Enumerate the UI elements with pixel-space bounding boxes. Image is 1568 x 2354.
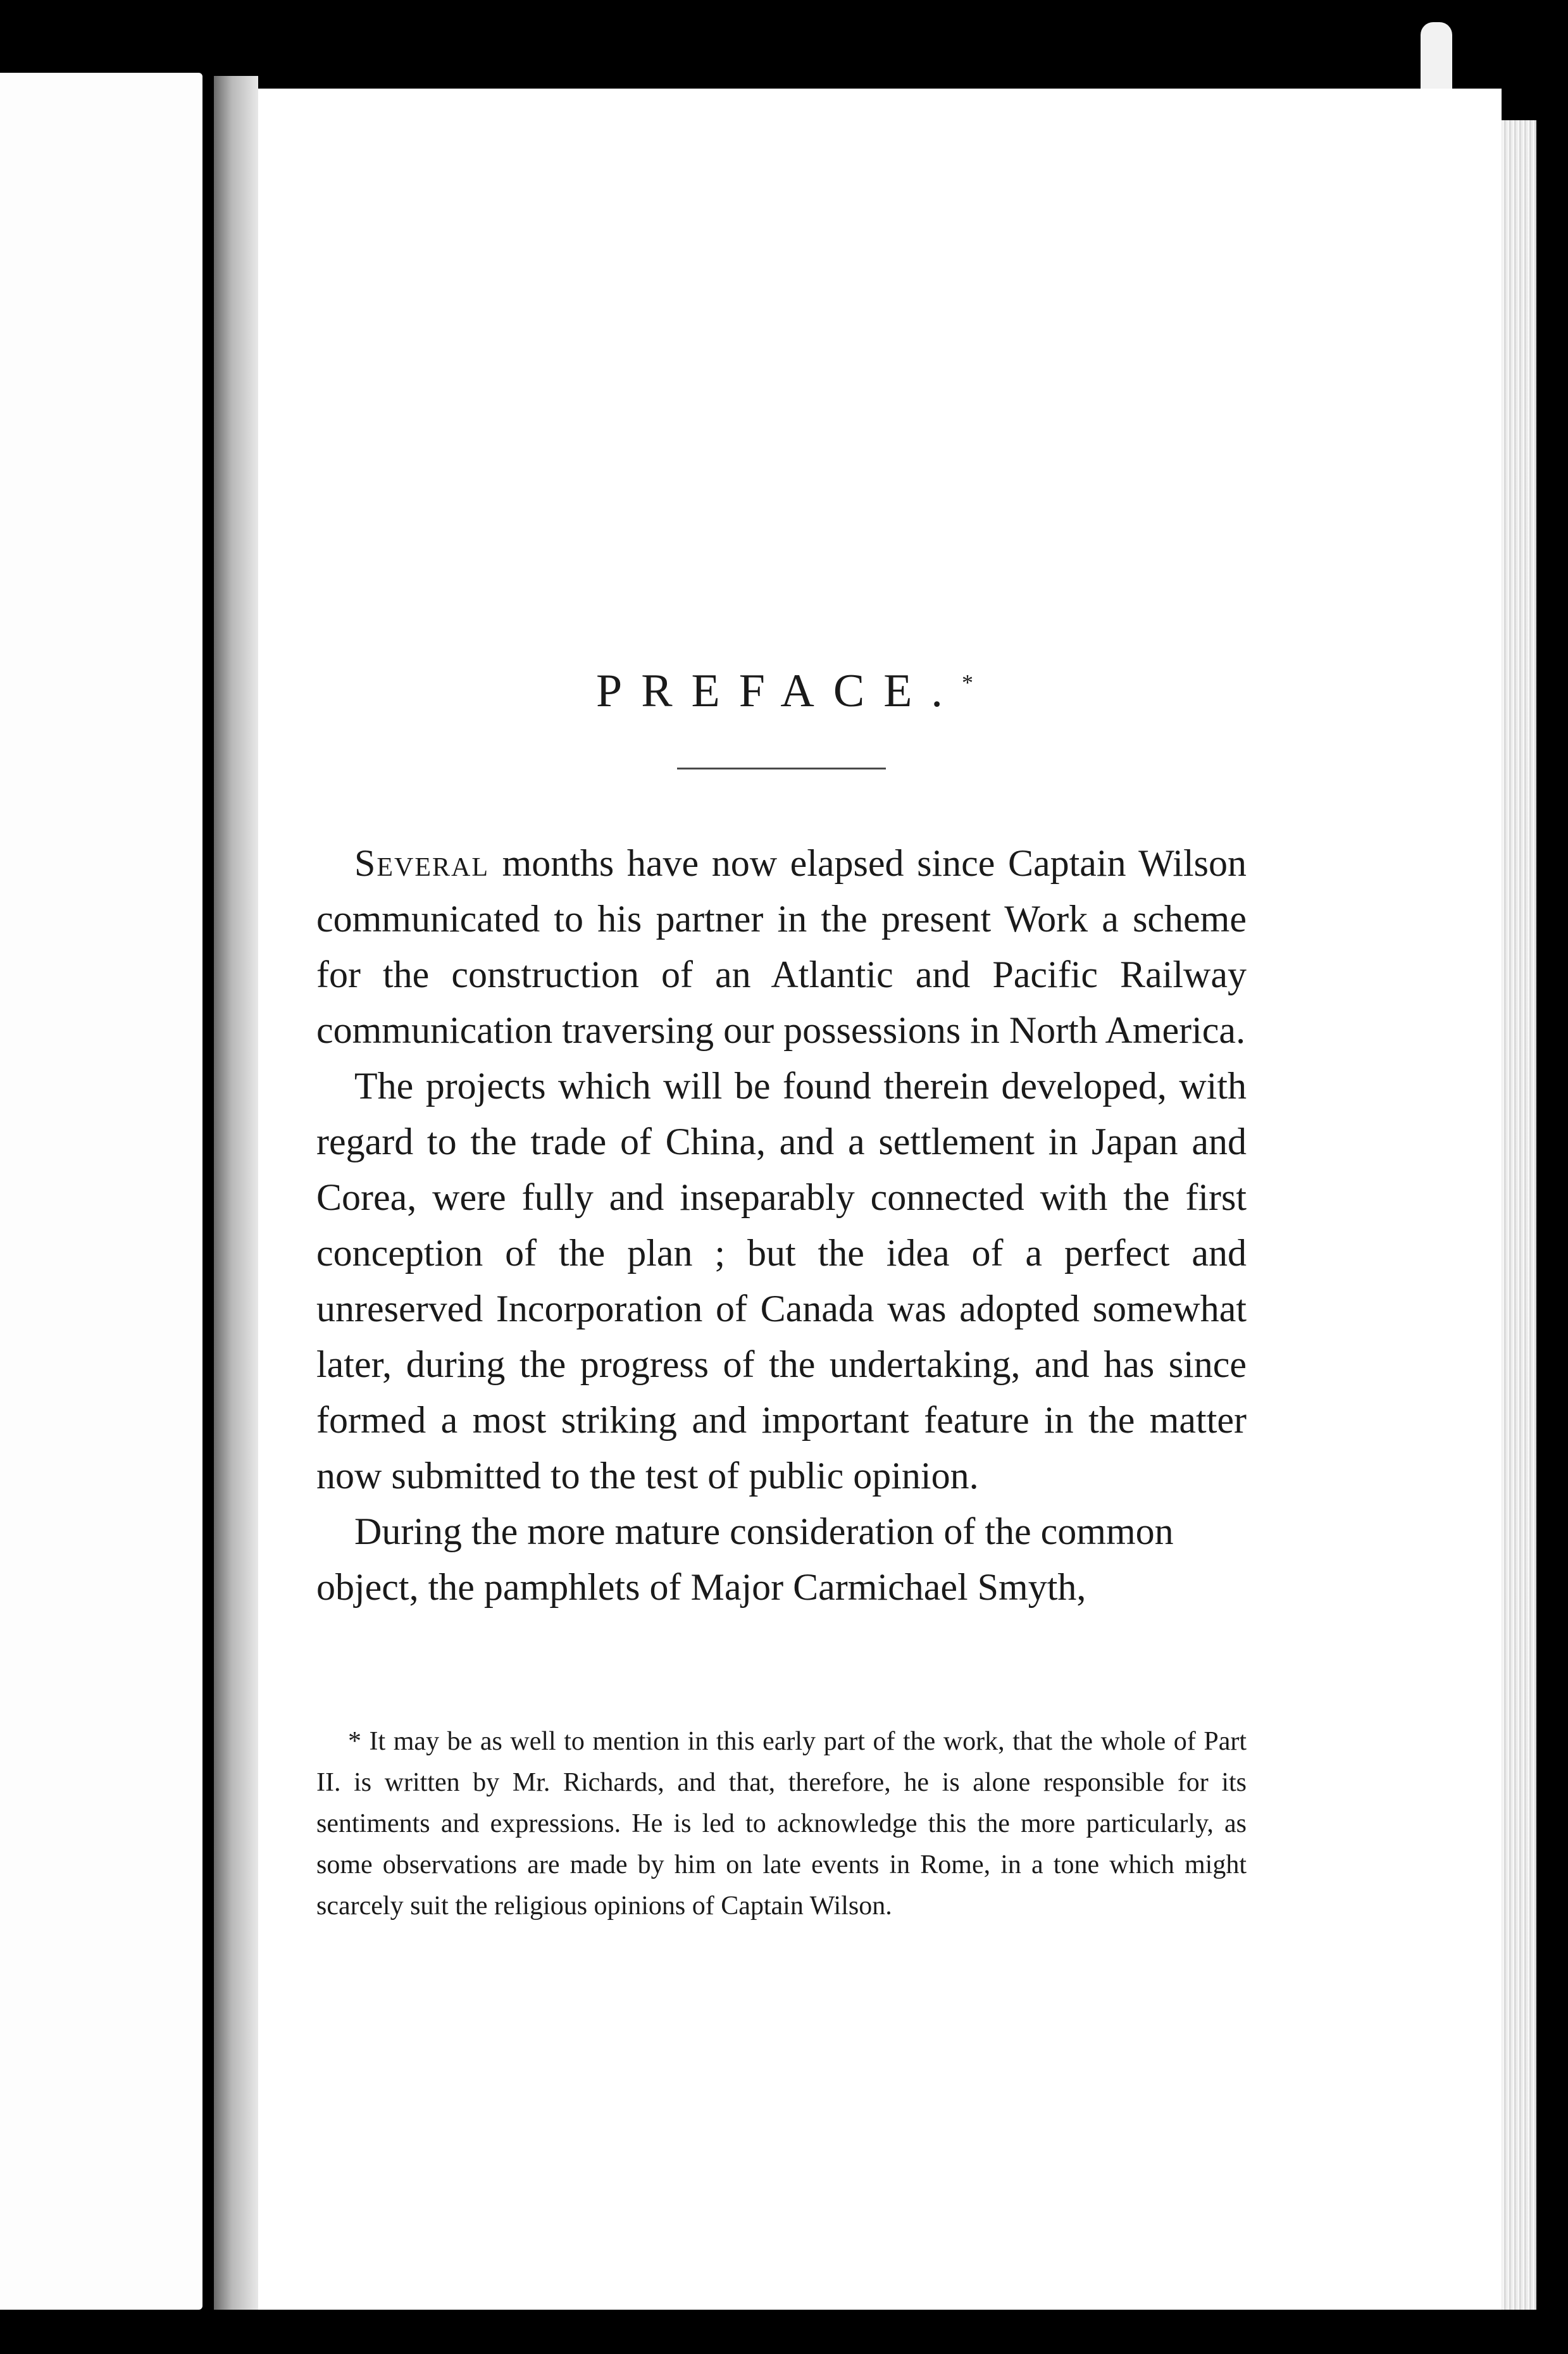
facing-page	[0, 73, 202, 2310]
title-footnote-marker: *	[961, 669, 973, 695]
body-text	[316, 835, 1247, 1615]
title-rule	[677, 768, 886, 769]
paragraph-text: The projects which will be found therein developed, with regard to the trade of China, and a settlement in Japan and Corea, were fully and inseparably connected with the first conception of the plan ; but the idea of a perfect and unreserved Incorporation of Canada was adopted somewhat later, during the progress of the undertaking, and has since formed a most striking and important feature in the matter now submitted to the test of public opinion.	[316, 1065, 1247, 1497]
page-tab	[1421, 22, 1452, 92]
footnote-text: * It may be as well to mention in this early part of the work, that the whole of Part II. is written by Mr. Richards, and that, therefore, he is alone responsible for its sentiments and expressions. He is led to acknowledge this the more particularly, as some observations are made by him on late events in Rome, in a tone which might scarcely suit the religious opinions of Captain Wilson.	[316, 1727, 1247, 1921]
paragraph-2	[316, 1058, 1247, 1504]
page-title	[588, 664, 981, 718]
footnote	[316, 1721, 1247, 1927]
paragraph-text: During the more mature consideration of the common object, the pamphlets of Major Carmichael Smyth,	[316, 1510, 1174, 1608]
paragraph-1	[316, 835, 1247, 1058]
paragraph-3	[316, 1504, 1247, 1615]
title-text: PREFACE.	[596, 664, 962, 717]
paragraph-lead: Several	[354, 842, 490, 884]
paragraph-text: months have now elapsed since Captain Wilson communicated to his partner in the present Work a scheme for the construction of an Atlantic and Pacific Railway communication traversing our possessions in North America.	[316, 842, 1247, 1051]
page-edges	[1502, 120, 1536, 2310]
book-gutter	[214, 76, 258, 2310]
